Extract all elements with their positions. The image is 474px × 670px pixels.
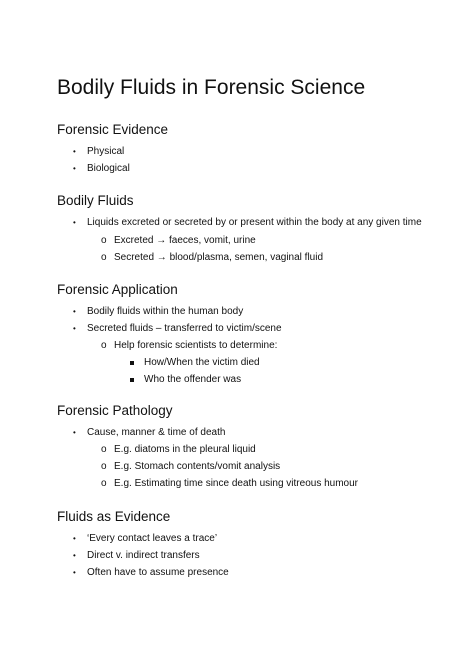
list-item-text: Excreted → faeces, vomit, urine xyxy=(114,235,256,246)
section-forensic-evidence xyxy=(57,122,168,177)
list-item-text: E.g. Stomach contents/vomit analysis xyxy=(114,461,281,472)
bullet-icon: • xyxy=(73,551,76,560)
list-item xyxy=(57,354,282,371)
list-item xyxy=(57,160,168,177)
section-fluids-as-evidence xyxy=(57,509,229,581)
list-item xyxy=(57,320,282,337)
list-item-text: Biological xyxy=(87,163,130,174)
bullet-icon: • xyxy=(73,534,76,543)
bullet-icon: • xyxy=(73,324,76,333)
bullet-icon: • xyxy=(73,147,76,156)
list-item-text: Who the offender was xyxy=(144,374,242,385)
bullet-icon: • xyxy=(73,428,76,437)
list-item-text: Liquids excreted or secreted by or present within the body at any given time xyxy=(87,217,422,228)
list-item-text: Secreted fluids – transferred to victim/scene xyxy=(87,323,282,334)
list-item xyxy=(57,530,229,547)
list-item xyxy=(57,337,282,354)
list-item xyxy=(57,214,422,231)
list-item xyxy=(57,564,229,581)
list-item xyxy=(57,424,358,441)
list-item xyxy=(57,441,358,458)
list-item xyxy=(57,547,229,564)
section-heading: Forensic Application xyxy=(57,282,178,297)
bullet-icon: • xyxy=(73,568,76,577)
bullet-icon: • xyxy=(73,164,76,173)
section-heading: Bodily Fluids xyxy=(57,193,134,208)
list-item-text: ‘Every contact leaves a trace’ xyxy=(87,533,218,544)
list-item xyxy=(57,458,358,475)
list-item xyxy=(57,143,168,160)
square-bullet-icon xyxy=(130,361,134,365)
list-item-text: E.g. diatoms in the pleural liquid xyxy=(114,444,256,455)
section-heading: Forensic Pathology xyxy=(57,403,173,418)
document-title: Bodily Fluids in Forensic Science xyxy=(57,76,366,99)
list-item-text: Bodily fluids within the human body xyxy=(87,306,244,317)
bullet-icon: • xyxy=(73,307,76,316)
list-item xyxy=(57,232,422,249)
list-item-text: Secreted → blood/plasma, semen, vaginal fluid xyxy=(114,252,324,263)
section-forensic-application xyxy=(57,282,282,388)
list-item xyxy=(57,475,358,492)
section-bodily-fluids xyxy=(57,193,422,266)
circle-bullet-icon: o xyxy=(101,235,107,246)
square-bullet-icon xyxy=(130,378,134,382)
list-item xyxy=(57,303,282,320)
list-item-text: How/When the victim died xyxy=(144,357,260,368)
list-item-text: Physical xyxy=(87,146,125,157)
section-heading: Fluids as Evidence xyxy=(57,509,171,524)
list-item-text: E.g. Estimating time since death using vitreous humour xyxy=(114,478,359,489)
list-item-text: Cause, manner & time of death xyxy=(87,427,226,438)
list-item-text: Often have to assume presence xyxy=(87,567,229,578)
circle-bullet-icon: o xyxy=(101,340,107,351)
list-item-text: Help forensic scientists to determine: xyxy=(114,340,278,351)
list-item-text: Direct v. indirect transfers xyxy=(87,550,200,561)
section-forensic-pathology xyxy=(57,403,358,492)
circle-bullet-icon: o xyxy=(101,252,107,263)
list-item xyxy=(57,371,282,388)
section-heading: Forensic Evidence xyxy=(57,122,169,137)
circle-bullet-icon: o xyxy=(101,461,107,472)
circle-bullet-icon: o xyxy=(101,444,107,455)
circle-bullet-icon: o xyxy=(101,478,107,489)
bullet-icon: • xyxy=(73,218,76,227)
list-item xyxy=(57,249,422,266)
